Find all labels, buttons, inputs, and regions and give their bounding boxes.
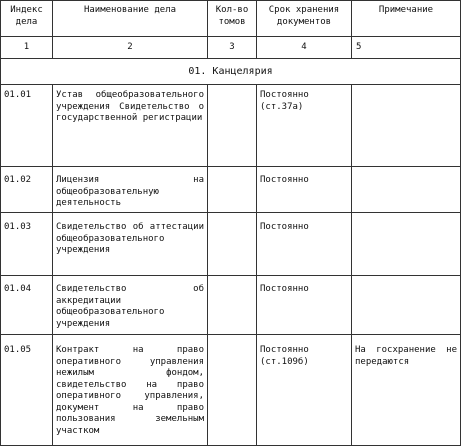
table-rule [0,58,461,59]
row-name: Лицензия на общеобразовательную деятельность [56,175,204,208]
table-rule [0,166,461,167]
table-rule [0,84,461,85]
row-term: Постоянно (ст.109б) [260,345,309,367]
column-number: 2 [127,42,133,52]
column-number: 1 [23,42,30,52]
row-index: 01.02 [4,175,32,185]
row-index: 01.04 [4,284,32,294]
row-index: 01.05 [4,345,32,355]
row-term: Постоянно [260,222,309,232]
header-term: Срок хранения документов [268,5,340,27]
table-rule [0,275,461,276]
row-name: Свидетельство об аккредитации общеобразовательного учреждения [56,284,204,329]
header-note: Примечание [378,5,434,15]
row-index: 01.01 [4,90,32,100]
row-term: Постоянно (ст.37а) [260,90,309,112]
section-title: 01. Канцелярия [188,66,273,77]
header-count: Кол-во томов [215,5,249,27]
row-name: Свидетельство об аттестации общеобразовательного учреждения [56,222,204,255]
row-index: 01.03 [4,222,32,232]
table-rule [351,84,352,446]
column-number: 3 [229,42,235,52]
column-number: 4 [301,42,307,52]
table-rule [207,84,208,446]
row-term: Постоянно [260,175,309,185]
table-rule [0,36,461,37]
header-index: Индекс дела [10,5,43,27]
row-term: Постоянно [260,284,309,294]
table-rule [0,334,461,335]
table-rule [0,0,461,1]
table-rule [52,84,53,446]
table-rule [0,445,461,446]
header-name: Наименование дела [83,5,177,15]
column-number: 5 [356,42,362,52]
table-rule [0,212,461,213]
table-rule [256,84,257,446]
row-name: Контракт на право оперативного управления нежилым фондом, свидетельство на право оперативного управления, документ на право пользования земельным участком [56,345,204,436]
row-name: Устав общеобразовательного учреждения Свидетельство о государственной регистрации [56,90,204,123]
row-note: На госхранение не передаются [355,345,457,367]
